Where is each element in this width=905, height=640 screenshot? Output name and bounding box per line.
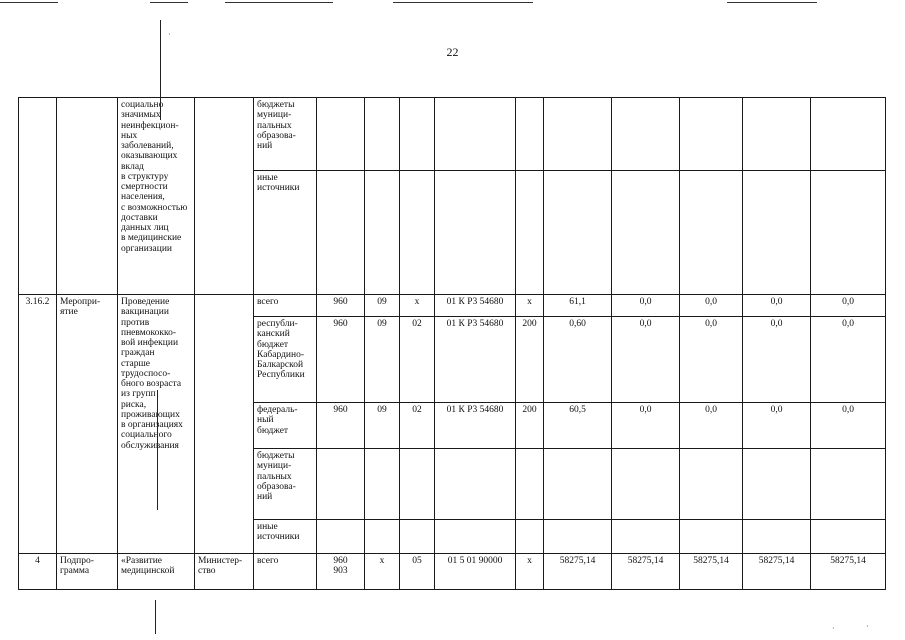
grbs-cell: 960 xyxy=(317,317,365,403)
scan-speck: · xyxy=(168,30,171,39)
amount-cell: 58275,14 xyxy=(811,554,886,590)
vr-cell: 200 xyxy=(516,403,544,449)
amount-cell: 58275,14 xyxy=(612,554,680,590)
executor-cell xyxy=(195,295,254,554)
table-row xyxy=(19,295,886,317)
source-cell: бюджеты муници- пальных образова- ний xyxy=(254,98,317,171)
description-cell: Проведение вакцинации против пневмококко- вой инфекции граждан старше трудоспосо- бного возраста из групп риска, проживающих в организациях социального обслуживания xyxy=(118,295,195,554)
source-cell: всего xyxy=(254,554,317,590)
grbs-cell: 960 xyxy=(317,403,365,449)
amount-cell: 58275,14 xyxy=(544,554,612,590)
rz-cell: 09 xyxy=(365,317,400,403)
header-rule xyxy=(225,2,333,3)
amount-cell: 0,0 xyxy=(811,317,886,403)
source-cell: всего xyxy=(254,295,317,317)
scan-fold-line xyxy=(160,20,161,120)
amount-cell: 0,0 xyxy=(612,403,680,449)
scan-fold-line xyxy=(157,390,158,510)
amount-cell: 0,0 xyxy=(743,317,811,403)
amount-cell: 0,0 xyxy=(612,317,680,403)
scan-speck: · xyxy=(866,622,869,631)
csr-cell: 01 5 01 90000 xyxy=(435,554,516,590)
budget-table xyxy=(18,97,886,590)
vr-cell: 200 xyxy=(516,317,544,403)
executor-cell xyxy=(195,98,254,295)
source-cell: федераль- ный бюджет xyxy=(254,403,317,449)
header-rule xyxy=(727,2,817,3)
grbs-cell: 960 xyxy=(317,295,365,317)
row-number-cell: 3.16.2 xyxy=(19,295,57,554)
source-cell: иные источники xyxy=(254,520,317,554)
table-row xyxy=(19,98,886,171)
row-number-cell: 4 xyxy=(19,554,57,590)
vr-cell: х xyxy=(516,295,544,317)
scan-fold-line xyxy=(155,600,156,634)
page-number: 22 xyxy=(446,45,459,59)
table-row xyxy=(19,554,886,590)
header-rule xyxy=(0,2,58,3)
amount-cell: 0,0 xyxy=(680,317,743,403)
description-cell: «Развитие медицинской xyxy=(118,554,195,590)
description-cell: социально значимых неинфекцион- ных заболеваний, оказывающих вклад в структуру смертности населения, с возможностью доставки данных лиц в медицинские организации xyxy=(118,98,195,295)
amount-cell: 0,0 xyxy=(612,295,680,317)
rz-cell: 09 xyxy=(365,403,400,449)
header-rule xyxy=(393,2,533,3)
grbs-cell: 960 903 xyxy=(317,554,365,590)
rz-cell: 09 xyxy=(365,295,400,317)
amount-cell: 0,60 xyxy=(544,317,612,403)
pr-cell: 02 xyxy=(400,317,435,403)
scan-speck: · xyxy=(832,624,835,633)
executor-cell: Министер- ство xyxy=(195,554,254,590)
source-cell: бюджеты муници- пальных образова- ний xyxy=(254,449,317,520)
pr-cell: 05 xyxy=(400,554,435,590)
csr-cell: 01 К Р3 54680 xyxy=(435,403,516,449)
row-type-cell: Меропри- ятие xyxy=(57,295,118,554)
pr-cell: 02 xyxy=(400,403,435,449)
amount-cell: 0,0 xyxy=(680,295,743,317)
amount-cell: 58275,14 xyxy=(743,554,811,590)
source-cell: иные источники xyxy=(254,171,317,295)
amount-cell: 0,0 xyxy=(680,403,743,449)
row-type-cell xyxy=(57,98,118,295)
csr-cell: 01 К Р3 54680 xyxy=(435,295,516,317)
pr-cell: х xyxy=(400,295,435,317)
source-cell: республи- канский бюджет Кабардино- Балкарской Республики xyxy=(254,317,317,403)
amount-cell: 0,0 xyxy=(743,295,811,317)
amount-cell: 0,0 xyxy=(743,403,811,449)
rz-cell: х xyxy=(365,554,400,590)
vr-cell: х xyxy=(516,554,544,590)
amount-cell: 61,1 xyxy=(544,295,612,317)
csr-cell: 01 К Р3 54680 xyxy=(435,317,516,403)
amount-cell: 0,0 xyxy=(811,403,886,449)
amount-cell: 60,5 xyxy=(544,403,612,449)
header-rule xyxy=(150,2,188,3)
row-number-cell xyxy=(19,98,57,295)
amount-cell: 58275,14 xyxy=(680,554,743,590)
amount-cell: 0,0 xyxy=(811,295,886,317)
row-type-cell: Подпро- грамма xyxy=(57,554,118,590)
